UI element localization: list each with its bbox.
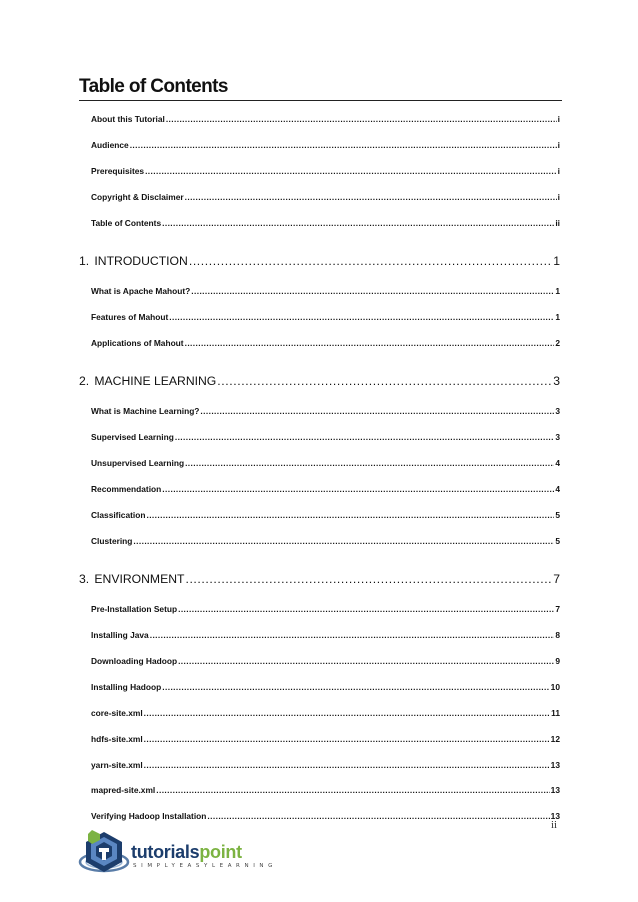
toc-chapter-entry[interactable]: [79, 254, 560, 268]
toc-page-number: 2: [555, 337, 560, 348]
toc-section-entry[interactable]: [91, 406, 560, 416]
toc-page-number: 9: [555, 655, 560, 666]
toc-section-entry[interactable]: [91, 510, 560, 520]
toc-entry-label: [91, 630, 149, 640]
toc-dot-leader: [169, 312, 554, 322]
toc-entry-label: [91, 656, 177, 666]
toc-page-number: 7: [555, 604, 560, 615]
toc-entry-text: hdfs-site.xml: [91, 733, 143, 744]
toc-dot-leader: [166, 114, 557, 124]
toc-section-entry[interactable]: [91, 785, 560, 795]
toc-dot-leader: [133, 536, 554, 546]
toc-section-entry[interactable]: [91, 166, 560, 176]
toc-page-number: 1: [553, 253, 560, 268]
toc-dot-leader: [175, 432, 554, 442]
toc-dot-leader: [178, 604, 554, 614]
toc-entry-label: [91, 458, 184, 468]
toc-section-entry[interactable]: [91, 656, 560, 666]
toc-dot-leader: [185, 338, 555, 348]
toc-section-entry[interactable]: [91, 604, 560, 614]
toc-dot-leader: [189, 254, 552, 268]
toc-section-entry[interactable]: [91, 682, 560, 692]
toc-dot-leader: [162, 682, 549, 692]
toc-section-entry[interactable]: [91, 811, 560, 821]
toc-entry-text: mapred-site.xml: [91, 785, 156, 796]
toc-entry-text: Installing Java: [91, 630, 149, 640]
toc-dot-leader: [150, 630, 555, 640]
toc-page-number: i: [557, 191, 560, 202]
toc-dot-leader: [217, 374, 552, 388]
toc-entry-label: [91, 510, 145, 520]
logo-wordmark-main: tutorials: [131, 842, 200, 862]
logo-wordmark-accent: point: [199, 842, 242, 862]
toc-entry-label: [91, 338, 184, 348]
toc-page-number: 8: [555, 630, 560, 640]
toc-entry-label: [79, 572, 184, 586]
toc-dot-leader: [185, 572, 552, 586]
toc-entry-label: [91, 785, 155, 795]
toc-entry-label: [91, 166, 144, 176]
toc-section-entry[interactable]: [91, 192, 560, 202]
toc-entry-text: Features of Mahout: [91, 311, 169, 322]
toc-dot-leader: [156, 785, 549, 795]
toc-entry-label: [91, 682, 161, 692]
toc-page-number: 5: [555, 509, 560, 520]
toc-dot-leader: [145, 166, 557, 176]
toc-page-number: 4: [555, 483, 560, 494]
toc-entry-label: [79, 254, 188, 268]
toc-page-number: i: [557, 139, 560, 150]
tutorialspoint-logo-icon: [78, 828, 134, 880]
toc-dot-leader: [162, 484, 554, 494]
toc-page-number: 7: [553, 571, 560, 586]
toc-entry-text: INTRODUCTION: [94, 253, 188, 268]
toc-entry-label: [91, 312, 168, 322]
toc-chapter-entry[interactable]: [79, 374, 560, 388]
toc-entry-text: Classification: [91, 509, 146, 520]
toc-dot-leader: [144, 760, 550, 770]
toc-entry-label: [91, 708, 143, 718]
toc-entry-label: [91, 604, 177, 614]
toc-entry-text: Installing Hadoop: [91, 681, 162, 692]
toc-page-number: 1: [555, 311, 560, 322]
toc-dot-leader: [200, 406, 554, 416]
toc-entry-label: [91, 760, 143, 770]
toc-entry-text: yarn-site.xml: [91, 759, 143, 770]
toc-entry-text: Prerequisites: [91, 165, 145, 176]
toc-page-number: i: [557, 165, 560, 176]
toc-dot-leader: [207, 811, 549, 821]
toc-entry-text: About this Tutorial: [91, 114, 165, 124]
toc-section-entry[interactable]: [91, 484, 560, 494]
toc-dot-leader: [144, 708, 550, 718]
toc-entry-label: [91, 192, 184, 202]
toc-section-entry[interactable]: [91, 734, 560, 744]
toc-dot-leader: [185, 192, 557, 202]
toc-dot-leader: [146, 510, 554, 520]
toc-heading: Table of Contents: [79, 76, 228, 97]
toc-entry-text: Table of Contents: [91, 217, 162, 228]
toc-dot-leader: [191, 286, 554, 296]
toc-entry-text: Audience: [91, 139, 129, 150]
toc-chapter-number: 3.: [79, 571, 90, 586]
toc-entry-text: Unsupervised Learning: [91, 458, 185, 468]
toc-dot-leader: [178, 656, 554, 666]
toc-page-number: 13: [550, 785, 560, 796]
toc-entry-text: Copyright & Disclaimer: [91, 191, 184, 202]
toc-section-entry[interactable]: [91, 760, 560, 770]
toc-section-entry[interactable]: [91, 458, 560, 468]
toc-dot-leader: [185, 458, 554, 468]
toc-entry-label: [91, 432, 174, 442]
toc-section-entry[interactable]: [91, 114, 560, 124]
tutorialspoint-logo: [78, 828, 277, 880]
toc-entry-text: Recommendation: [91, 483, 162, 494]
toc-section-entry[interactable]: [91, 218, 560, 228]
toc-dot-leader: [144, 734, 550, 744]
toc-section-entry[interactable]: [91, 286, 560, 296]
toc-chapter-number: 1.: [79, 253, 90, 268]
toc-entry-text: ENVIRONMENT: [94, 571, 185, 586]
toc-entry-text: Applications of Mahout: [91, 337, 184, 348]
toc-entry-text: Pre-Installation Setup: [91, 604, 178, 615]
toc-section-entry[interactable]: [91, 708, 560, 718]
toc-page-number: 13: [550, 811, 560, 822]
toc-entry-label: [91, 140, 129, 150]
toc-page-number: 3: [553, 373, 560, 388]
toc-chapter-number: 2.: [79, 373, 90, 388]
toc-entry-text: Downloading Hadoop: [91, 655, 178, 666]
toc-entry-text: Verifying Hadoop Installation: [91, 811, 207, 822]
toc-section-entry[interactable]: [91, 630, 560, 640]
toc-page-number: 12: [550, 733, 560, 744]
toc-page-number: 3: [555, 406, 560, 417]
toc-page-number: ii: [555, 217, 560, 228]
toc-entry-text: What is Machine Learning?: [91, 406, 200, 417]
toc-entry-text: Supervised Learning: [91, 432, 174, 443]
toc-entry-label: [91, 406, 199, 416]
toc-entry-text: Clustering: [91, 535, 133, 546]
toc-entry-label: [91, 536, 132, 546]
toc-section-entry[interactable]: [91, 312, 560, 322]
toc-section-entry[interactable]: [91, 140, 560, 150]
toc-page-number: 5: [555, 535, 560, 546]
toc-dot-leader: [130, 140, 557, 150]
toc-page-number: 3: [555, 432, 560, 443]
toc-section-entry[interactable]: [91, 338, 560, 348]
toc-entry-label: [79, 374, 216, 388]
toc-section-entry[interactable]: [91, 432, 560, 442]
toc-page-number: 4: [555, 458, 560, 468]
title-underline: [79, 100, 562, 101]
toc-page-number: 1: [555, 286, 560, 296]
toc-entry-text: What is Apache Mahout?: [91, 286, 191, 296]
toc-entry-label: [91, 811, 206, 821]
toc-page-number: 10: [550, 681, 560, 692]
toc-entry-text: MACHINE LEARNING: [94, 373, 217, 388]
toc-entry-text: core-site.xml: [91, 707, 143, 718]
toc-page-number: 11: [551, 707, 560, 718]
toc-chapter-entry[interactable]: [79, 572, 560, 586]
toc-dot-leader: [162, 218, 554, 228]
page-number: ii: [551, 819, 558, 831]
toc-entry-label: [91, 218, 161, 228]
toc-entry-label: [91, 734, 143, 744]
logo-wordmark: [131, 842, 242, 863]
toc-entry-label: [91, 484, 161, 494]
toc-section-entry[interactable]: [91, 536, 560, 546]
toc-entry-label: [91, 286, 190, 296]
toc-page-number: 13: [550, 759, 560, 770]
toc-entry-label: [91, 114, 165, 124]
toc-page-number: i: [557, 114, 560, 124]
logo-tagline: SIMPLYEASYLEARNING: [133, 863, 277, 869]
